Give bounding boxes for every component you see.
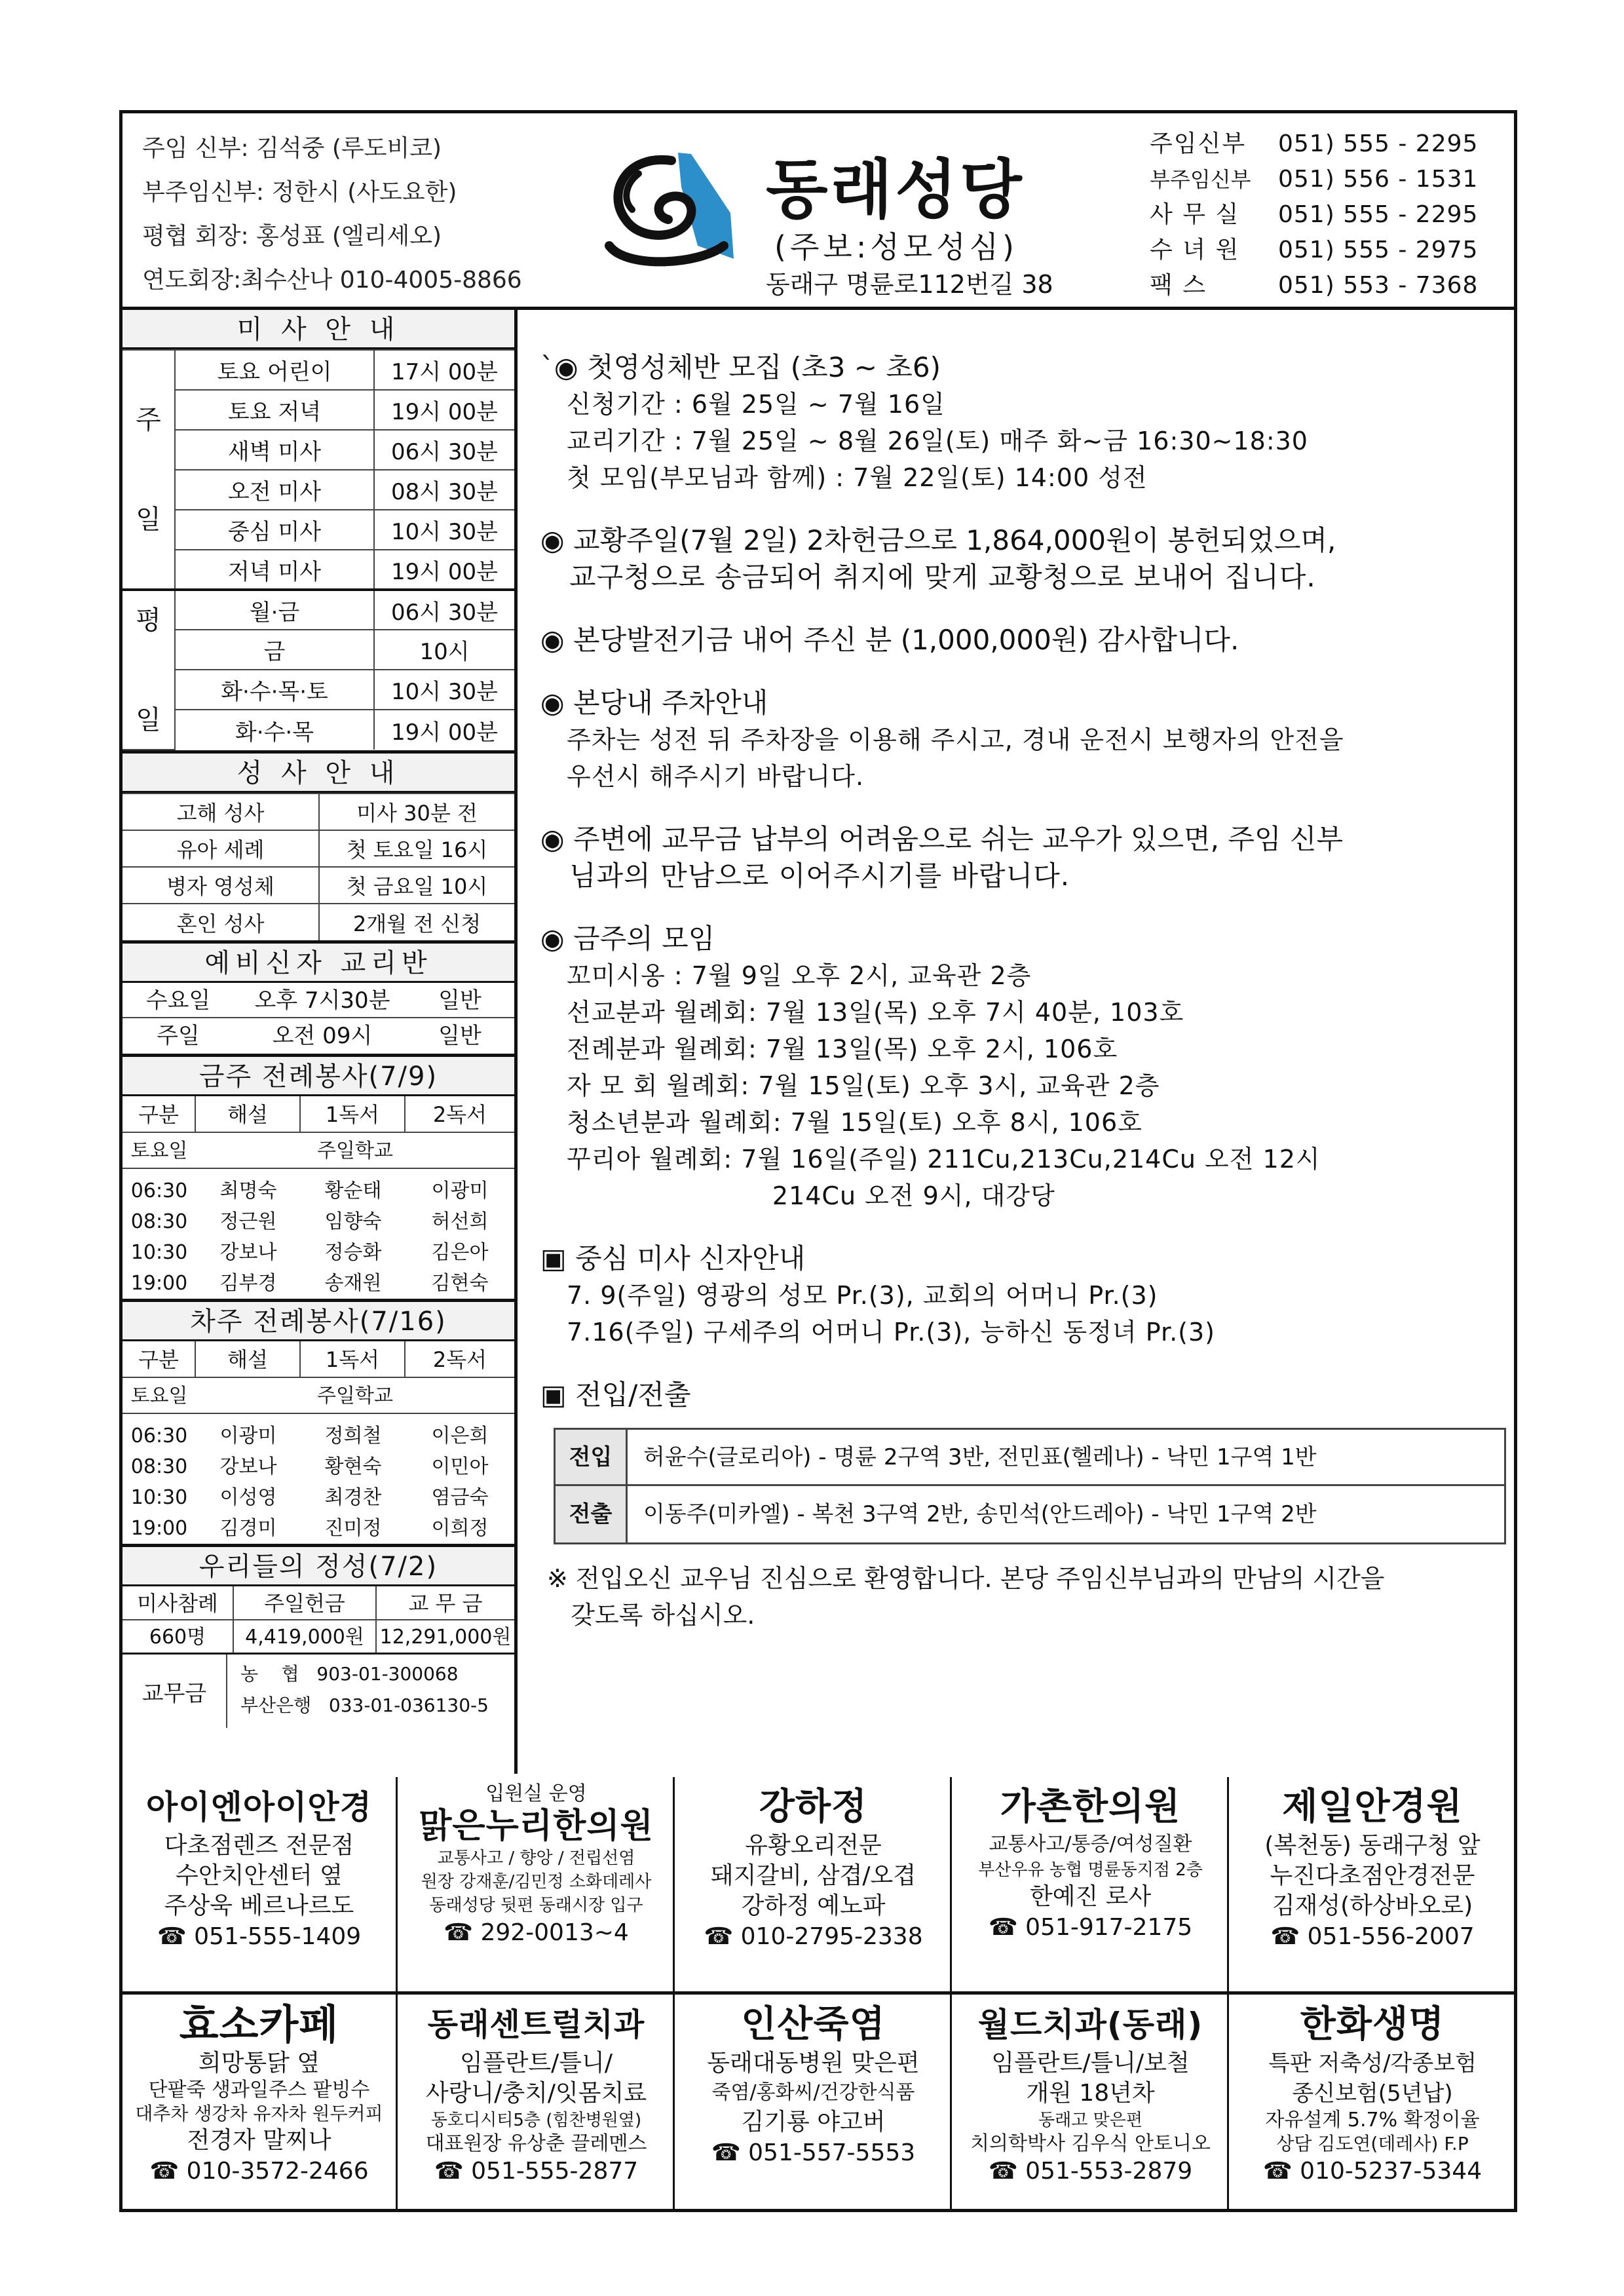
mass-time: 19시 00분 — [374, 550, 514, 590]
service-row — [123, 1482, 514, 1513]
ad-small: 치의학박사 김우식 안토니오 — [970, 2132, 1211, 2155]
transfer-type: 전출 — [556, 1486, 628, 1542]
service-this-week — [123, 1057, 514, 1302]
transfer-row — [556, 1486, 1504, 1542]
cat-type: 일반 — [438, 987, 482, 1014]
dues-label: 교무금 — [123, 1655, 227, 1728]
ad-name: 가촌한의원 — [1000, 1786, 1181, 1828]
cat-type: 일반 — [438, 1023, 482, 1049]
ad-name: 제일안경원 — [1282, 1786, 1463, 1828]
ad-line: 수안치안센터 옆 — [176, 1862, 343, 1889]
commentator: 최명숙 — [219, 1179, 277, 1202]
ad-line: 주상욱 베르나르도 — [164, 1892, 354, 1919]
news-line: 교리기간 : 7월 25일 ~ 8월 26일(토) 매주 화~금 16:30~18:30 — [567, 427, 1308, 455]
reader2: 이광미 — [431, 1179, 489, 1202]
sacrament-time: 2개월 전 신청 — [319, 904, 514, 940]
offering-header — [123, 1586, 514, 1620]
ad-line: 임플란트/틀니/ — [460, 2050, 613, 2076]
reader2: 김현숙 — [431, 1272, 489, 1295]
news-list — [540, 349, 1503, 1634]
commentator: 김부경 — [219, 1272, 277, 1295]
col-head: 해설 — [196, 1096, 301, 1132]
ad-small: 부산우유 농협 명륜동지점 2층 — [978, 1860, 1203, 1880]
mass-time: 06시 30분 — [374, 590, 514, 630]
sacrament-name: 고해 성사 — [123, 794, 319, 830]
mass-time: 08시 30분 — [374, 470, 514, 510]
contact-label: 사 무 실 — [1150, 201, 1240, 228]
section-title: 우리들의 정성(7/2) — [123, 1547, 514, 1586]
col-head: 구분 — [123, 1341, 196, 1377]
time: 10:30 — [130, 1486, 188, 1509]
ad-small: 자유설계 5.7% 확정이율 — [1265, 2109, 1480, 2132]
ad-small: 교통사고/통증/여성질환 — [989, 1833, 1192, 1856]
attendance: 660명 — [123, 1620, 234, 1653]
time: 06:30 — [130, 1425, 188, 1447]
ad-phone: ☎ 010-5237-5344 — [1262, 2158, 1482, 2185]
sat-value: 주일학교 — [317, 1139, 393, 1162]
news-heading: ◉ 금주의 모임 — [540, 923, 715, 955]
ad-small: 죽염/홍화씨/건강한식품 — [711, 2081, 915, 2104]
catechumen-row — [123, 983, 514, 1018]
section-title: 차주 전례봉사(7/16) — [123, 1302, 514, 1341]
news-heading: ◉ 본당발전기금 내어 주신 분 (1,000,000원) 감사합니다. — [540, 624, 1239, 656]
service-row — [123, 1176, 514, 1206]
contact-row — [1150, 233, 1478, 268]
news-heading: ◉ 본당내 주차안내 — [540, 687, 768, 719]
ad-small: 동호디시티5층 (힘찬병원옆) — [430, 2111, 642, 2130]
ad-card — [123, 1995, 398, 2209]
ad-card — [400, 1777, 675, 1991]
ad-card — [677, 1777, 952, 1991]
time: 08:30 — [130, 1210, 188, 1233]
col-head: 해설 — [196, 1341, 301, 1377]
ad-line: 누진다초점안경전문 — [1270, 1862, 1475, 1889]
mass-name: 화·수·목·토 — [175, 670, 374, 710]
ad-line: 강하정 예노파 — [741, 1892, 886, 1919]
parish-logo-icon — [599, 147, 737, 269]
sacrament-time: 첫 토요일 16시 — [319, 830, 514, 867]
catechumen-row — [123, 1018, 514, 1054]
account-line: 부산은행 033-01-036130-5 — [240, 1694, 489, 1716]
service-row — [123, 1206, 514, 1237]
ad-name: 강하정 — [759, 1786, 868, 1828]
ad-card — [677, 1995, 952, 2209]
time: 08:30 — [130, 1455, 188, 1478]
mass-name: 오전 미사 — [175, 470, 374, 510]
ad-line: 동래대동병원 맞은편 — [707, 2050, 920, 2076]
mass-time: 06시 30분 — [374, 430, 514, 470]
time: 19:00 — [130, 1517, 188, 1540]
ad-name: 효소카페 — [179, 2000, 339, 2048]
ad-phone: ☎ 292-0013~4 — [444, 1919, 629, 1946]
news-line: 전례분과 월례회: 7월 13일(목) 오후 2시, 106호 — [567, 1035, 1118, 1063]
reader2: 허선희 — [431, 1210, 489, 1233]
contact-phone: 051) 556 - 1531 — [1278, 166, 1479, 193]
reader2: 염금숙 — [431, 1486, 489, 1509]
contact-row — [1150, 162, 1478, 197]
ad-card — [954, 1995, 1229, 2209]
contact-label: 수 녀 원 — [1150, 237, 1240, 263]
ad-name: 아이엔아이안경 — [145, 1788, 373, 1826]
ad-phone: ☎ 051-555-1409 — [157, 1923, 362, 1950]
ad-card — [1231, 1995, 1514, 2209]
ad-name: 동래센트럴치과 — [427, 2006, 645, 2043]
saturday-row — [123, 1133, 514, 1169]
contact-phone: 051) 555 - 2975 — [1278, 237, 1479, 263]
news-line: 7.16(주일) 구세주의 어머니 Pr.(3), 능하신 동정녀 Pr.(3) — [567, 1318, 1216, 1347]
service-row — [123, 1451, 514, 1482]
saturday-row — [123, 1378, 514, 1414]
news-heading: ▣ 중심 미사 신자안내 — [540, 1242, 806, 1274]
account-list — [227, 1655, 489, 1728]
sunday-label: 주 일 — [123, 350, 175, 590]
service-rows — [123, 1414, 514, 1544]
ad-small: 원장 강재훈/김민정 소화데레사 — [421, 1872, 652, 1892]
welcome-note: ※ 전입오신 교우님 진심으로 환영합니다. 본당 주임신부님과의 만남의 시간을 — [547, 1564, 1385, 1593]
ad-line: 한예진 로사 — [1029, 1883, 1152, 1910]
section-title: 성 사 안 내 — [123, 754, 514, 793]
reader1: 진미정 — [324, 1517, 382, 1540]
ad-line: 임플란트/틀니/보철 — [991, 2050, 1190, 2076]
reader2: 김은아 — [431, 1241, 489, 1264]
section-title: 금주 전례봉사(7/9) — [123, 1057, 514, 1096]
catechumen-class — [123, 944, 514, 1057]
mass-time: 10시 — [374, 630, 514, 670]
commentator: 강보나 — [219, 1241, 277, 1264]
ad-line: 김재성(하상바오로) — [1272, 1892, 1473, 1919]
mass-name: 중심 미사 — [175, 510, 374, 550]
contact-row — [1150, 126, 1478, 162]
ad-line: (복천동) 동래구청 앞 — [1264, 1832, 1481, 1859]
ad-card — [400, 1995, 675, 2209]
contact-phone: 051) 555 - 2295 — [1278, 130, 1479, 157]
ad-line: 종신보험(5년납) — [1292, 2080, 1453, 2107]
ad-small: 대표원장 유상춘 끌레멘스 — [425, 2132, 647, 2155]
clergy-list — [142, 126, 522, 302]
news-line: 선교분과 월례회: 7월 13일(목) 오후 7시 40분, 103호 — [567, 998, 1184, 1027]
service-row — [123, 1513, 514, 1544]
info-sidebar — [123, 310, 518, 1774]
time: 10:30 — [130, 1241, 188, 1264]
ad-card — [954, 1777, 1229, 1991]
sacrament-info — [123, 754, 514, 944]
ad-phone: ☎ 051-557-5553 — [711, 2139, 916, 2166]
col-head: 주일헌금 — [234, 1586, 377, 1619]
cat-time: 오후 7시30분 — [254, 987, 390, 1014]
sacrament-name: 유아 세례 — [123, 830, 319, 867]
ad-line: 김기룡 야고버 — [741, 2109, 886, 2135]
mass-name: 저녁 미사 — [175, 550, 374, 590]
mass-name: 월·금 — [175, 590, 374, 630]
dues-total: 12,291,000원 — [379, 1626, 512, 1649]
service-row — [123, 1237, 514, 1268]
sacrament-time: 미사 30분 전 — [319, 794, 514, 830]
mass-time: 10시 30분 — [374, 670, 514, 710]
ad-phone: ☎ 051-555-2877 — [434, 2158, 639, 2185]
cat-day: 주일 — [157, 1023, 200, 1049]
mass-time: 17시 00분 — [374, 350, 514, 390]
offering-summary — [123, 1547, 514, 1728]
col-head: 2독서 — [432, 1102, 487, 1127]
sacrament-table — [123, 793, 514, 940]
service-header — [123, 1341, 514, 1378]
ad-name: 맑은누리한의원 — [419, 1807, 654, 1846]
mass-name: 토요 저녁 — [175, 390, 374, 430]
ad-line: 다초점렌즈 전문점 — [164, 1832, 354, 1859]
cat-time: 오전 09시 — [272, 1023, 373, 1049]
ad-tagline: 입원실 운영 — [485, 1782, 587, 1805]
ad-phone: ☎ 010-3572-2466 — [149, 2158, 369, 2185]
commentator: 이성영 — [219, 1486, 277, 1509]
news-line: 첫 모임(부모님과 함께) : 7월 22일(토) 14:00 성전 — [567, 463, 1148, 492]
news-line: 주차는 성전 뒤 주차장을 이용해 주시고, 경내 운전시 보행자의 안전을 — [567, 725, 1344, 754]
ad-small: 동래고 맞은편 — [1038, 2111, 1142, 2130]
bank-accounts — [123, 1655, 514, 1728]
sat-label: 토요일 — [130, 1139, 188, 1162]
clergy-line: 연도회장:최수산나 010-4005-8866 — [142, 267, 522, 294]
news-line: 7. 9(주일) 영광의 성모 Pr.(3), 교회의 어머니 Pr.(3) — [567, 1281, 1158, 1310]
account-line: 농 협 903-01-300068 — [240, 1663, 459, 1685]
ad-phone: ☎ 051-556-2007 — [1270, 1923, 1475, 1950]
mass-time: 19시 00분 — [374, 710, 514, 750]
col-head: 구분 — [123, 1096, 196, 1132]
ad-line: 전경자 말찌나 — [187, 2127, 331, 2154]
contact-phone: 051) 555 - 2295 — [1278, 201, 1479, 228]
reader1: 송재원 — [324, 1272, 382, 1295]
reader2: 이은희 — [431, 1425, 489, 1447]
cat-day: 수요일 — [145, 987, 211, 1014]
reader1: 임향숙 — [324, 1210, 382, 1233]
parish-address: 동래구 명륜로112번길 38 — [766, 270, 1053, 299]
service-next-week — [123, 1302, 514, 1547]
news-heading: ◉ 주변에 교무금 납부의 어려움으로 쉬는 교우가 있으면, 주임 신부 — [540, 823, 1344, 855]
reader1: 최경찬 — [324, 1486, 382, 1509]
parish-title: 동래성당 — [766, 153, 1025, 227]
welcome-note: 갖도록 하십시오. — [547, 1601, 755, 1630]
advertisements — [123, 1777, 1514, 2209]
news-line: 님과의 만남으로 이어주시기를 바랍니다. — [569, 860, 1070, 892]
clergy-line: 주임 신부: 김석중 (루도비코) — [142, 135, 442, 162]
ad-card — [123, 1777, 398, 1991]
ad-line: 유황오리전문 — [745, 1832, 882, 1859]
ad-line: 돼지갈비, 삼겹/오겹 — [710, 1862, 916, 1889]
reader2: 이희정 — [431, 1517, 489, 1540]
announcements — [521, 310, 1514, 1774]
parish-subtitle: (주보:성모성심) — [774, 229, 1019, 265]
news-line: 214Cu 오전 9시, 대강당 — [567, 1181, 1055, 1210]
transfer-row — [556, 1430, 1504, 1486]
contact-row — [1150, 197, 1478, 233]
time: 19:00 — [130, 1272, 188, 1295]
news-line: 자 모 회 월례회: 7월 15일(토) 오후 3시, 교육관 2층 — [567, 1071, 1160, 1100]
mass-name: 화·수·목 — [175, 710, 374, 750]
offering-values — [123, 1620, 514, 1655]
ad-name: 인산죽염 — [741, 2003, 886, 2046]
commentator: 이광미 — [219, 1425, 277, 1447]
sacrament-name: 병자 영성체 — [123, 867, 319, 904]
news-heading: `◉ 첫영성체반 모집 (초3 ~ 초6) — [540, 351, 941, 383]
mass-schedule — [123, 310, 514, 754]
time: 06:30 — [130, 1179, 188, 1202]
news-line: 꾸리아 월례회: 7월 16일(주일) 211Cu,213Cu,214Cu 오전 12시 — [567, 1145, 1321, 1174]
contact-row — [1150, 268, 1478, 303]
col-head: 1독서 — [301, 1096, 406, 1132]
ad-line: 특판 저축성/각종보험 — [1268, 2050, 1477, 2076]
reader1: 황순태 — [324, 1179, 382, 1202]
news-line: 청소년분과 월례회: 7월 15일(토) 오후 8시, 106호 — [567, 1108, 1142, 1137]
mass-name: 금 — [175, 630, 374, 670]
ad-small: 동래성당 뒷편 동래시장 입구 — [429, 1896, 643, 1915]
col-head: 1독서 — [301, 1341, 406, 1377]
news-line: 꼬미시옹 : 7월 9일 오후 2시, 교육관 2층 — [567, 961, 1032, 990]
bulletin-frame — [119, 110, 1517, 2212]
mass-name: 새벽 미사 — [175, 430, 374, 470]
reader1: 정승화 — [324, 1241, 382, 1264]
transfer-detail: 허윤수(글로리아) - 명륜 2구역 3반, 전민표(헬레나) - 낙민 1구역 1반 — [643, 1444, 1317, 1470]
mass-table — [123, 349, 514, 750]
clergy-line: 부주임신부: 정한시 (사도요한) — [142, 179, 457, 206]
col-head: 미사참례 — [123, 1586, 234, 1619]
commentator: 김경미 — [219, 1517, 277, 1540]
reader1: 정희철 — [324, 1425, 382, 1447]
sat-value: 주일학교 — [317, 1385, 393, 1407]
news-line: 신청기간 : 6월 25일 ~ 7월 16일 — [567, 390, 945, 419]
header — [123, 113, 1514, 310]
ad-phone: ☎ 010-2795-2338 — [704, 1923, 923, 1950]
ad-phone: ☎ 051-917-2175 — [988, 1914, 1193, 1941]
contact-list — [1150, 126, 1478, 303]
news-heading: ◉ 교황주일(7월 2일) 2차헌금으로 1,864,000원이 봉헌되었으며, — [540, 524, 1336, 556]
ad-line: 희망통닭 옆 — [198, 2050, 320, 2076]
service-row — [123, 1421, 514, 1451]
ad-name: 월드치과(동래) — [977, 2006, 1203, 2044]
section-title: 예비신자 교리반 — [123, 944, 514, 983]
sat-label: 토요일 — [130, 1385, 188, 1407]
ad-small: 교통사고 / 향앙 / 전립선염 — [437, 1848, 635, 1868]
service-rows — [123, 1169, 514, 1299]
transfer-table — [554, 1428, 1506, 1544]
commentator: 정근원 — [219, 1210, 277, 1233]
transfer-detail: 이동주(미카엘) - 복천 3구역 2반, 송민석(안드레아) - 낙민 1구역 2반 — [643, 1501, 1317, 1527]
news-line: 교구청으로 송금되어 취지에 맞게 교황청으로 보내어 집니다. — [569, 561, 1316, 593]
reader1: 황현숙 — [324, 1455, 382, 1478]
col-head: 2독서 — [432, 1347, 487, 1372]
service-header — [123, 1096, 514, 1133]
sacrament-time: 첫 금요일 10시 — [319, 867, 514, 904]
mass-name: 토요 어린이 — [175, 350, 374, 390]
news-heading: ▣ 전입/전출 — [540, 1379, 691, 1411]
transfer-type: 전입 — [556, 1430, 628, 1484]
clergy-line: 평협 회장: 홍성표 (엘리세오) — [142, 223, 442, 250]
ad-line: 개원 18년차 — [1026, 2080, 1155, 2107]
ad-card — [1231, 1777, 1514, 1991]
weekday-label: 평 일 — [123, 590, 175, 750]
mass-time: 19시 00분 — [374, 390, 514, 430]
ad-name: 한화생명 — [1300, 2003, 1445, 2046]
contact-label: 팩 스 — [1150, 272, 1207, 299]
ad-line: 사랑니/충치/잇몸치료 — [425, 2080, 647, 2107]
ad-small: 단팥죽 생과일주스 팥빙수 — [148, 2078, 370, 2101]
section-title: 미 사 안 내 — [123, 310, 514, 349]
col-head: 교 무 금 — [408, 1591, 483, 1616]
contact-phone: 051) 553 - 7368 — [1278, 272, 1479, 299]
sacrament-name: 혼인 성사 — [123, 904, 319, 940]
catechumen-list — [123, 983, 514, 1054]
mass-time: 10시 30분 — [374, 510, 514, 550]
ad-phone: ☎ 051-553-2879 — [988, 2158, 1193, 2185]
commentator: 강보나 — [219, 1455, 277, 1478]
news-line: 우선시 해주시기 바랍니다. — [567, 762, 865, 791]
ad-small: 상담 김도연(데레사) F.P — [1276, 2133, 1469, 2154]
ad-small: 대추차 생강차 유자차 원두커피 — [135, 2103, 383, 2124]
sunday-offering: 4,419,000원 — [234, 1620, 377, 1653]
contact-label: 주임신부 — [1150, 130, 1247, 157]
service-row — [123, 1268, 514, 1299]
contact-label: 부주임신부 — [1150, 167, 1251, 192]
reader2: 이민아 — [431, 1455, 489, 1478]
